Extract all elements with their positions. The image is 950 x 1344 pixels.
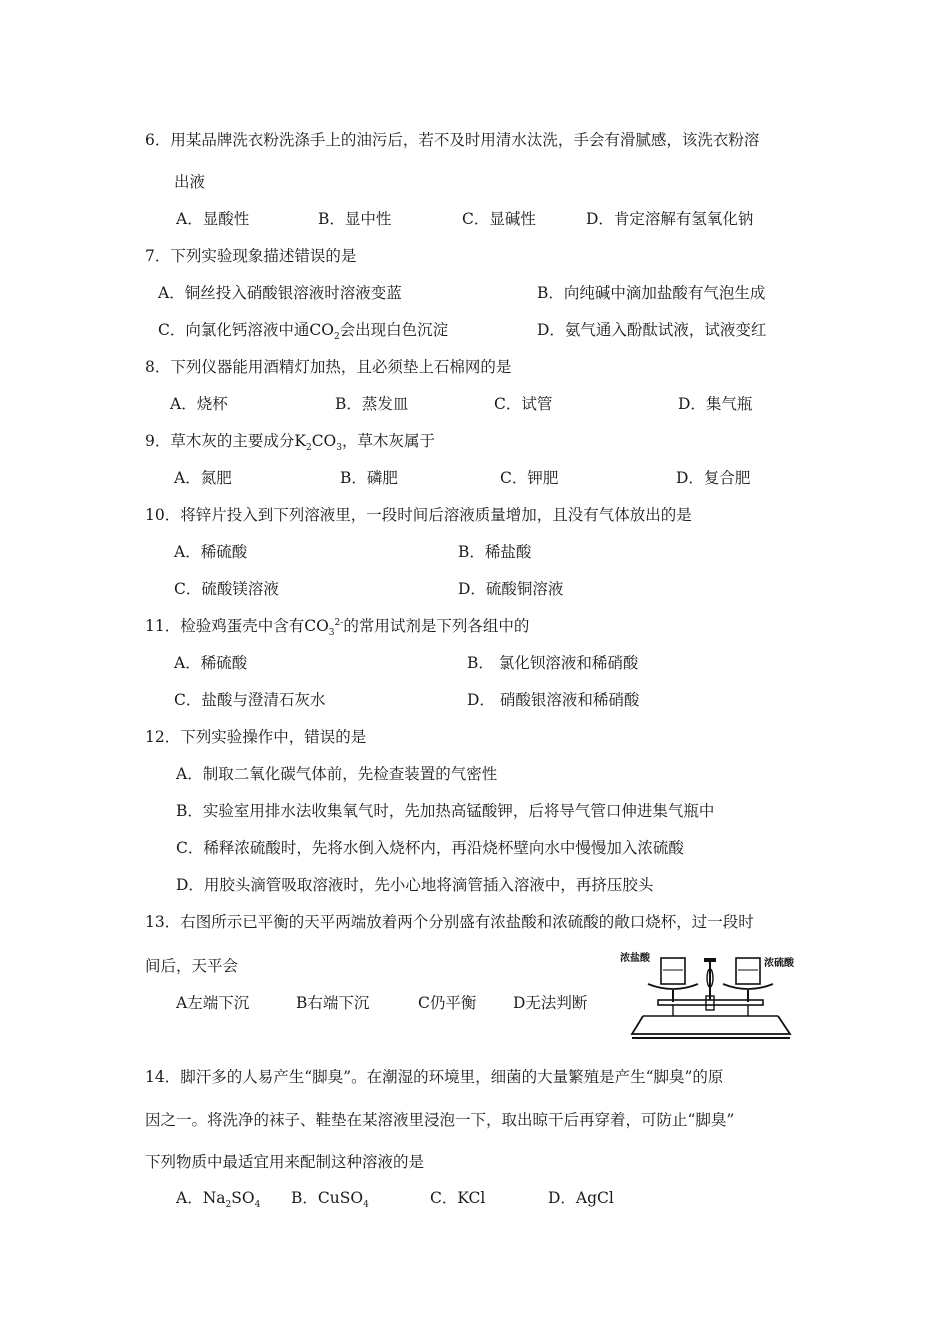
q7-option-a: A．铜丝投入硝酸银溶液时溶液变蓝 (158, 284, 402, 302)
q13-option-a: A左端下沉 (176, 994, 250, 1012)
q10-stem: 10．将锌片投入到下列溶液里，一段时间后溶液质量增加，且没有气体放出的是 (145, 506, 692, 524)
q14-option-c: C．KCl (430, 1189, 486, 1207)
q8-option-b: B．蒸发皿 (335, 395, 409, 413)
q11-option-a: A．稀硫酸 (174, 654, 248, 672)
q12-option-a: A．制取二氧化碳气体前，先检查装置的气密性 (176, 765, 498, 783)
q6-stem-line1: 6．用某品牌洗衣粉洗涤手上的油污后，若不及时用清水汰洗，手会有滑腻感，该洗衣粉溶 (145, 131, 760, 149)
q13-option-d: D无法判断 (513, 994, 588, 1012)
q9-option-d: D．复合肥 (676, 469, 751, 487)
q14-stem-line2: 因之一。将洗净的袜子、鞋垫在某溶液里浸泡一下，取出晾干后再穿着，可防止“脚臭” (145, 1111, 735, 1129)
q6-option-b: B．显中性 (318, 210, 392, 228)
q9-stem: 9．草木灰的主要成分$K_2CO_3$，草木灰属于 (145, 432, 436, 454)
q12-option-c: C．稀释浓硫酸时，先将水倒入烧杯内，再沿烧杯壁向水中慢慢加入浓硫酸 (176, 839, 684, 857)
q9-option-a: A．氮肥 (174, 469, 232, 487)
q10-option-a: A．稀硫酸 (174, 543, 248, 561)
q11-stem: 11．检验鸡蛋壳中含有$CO_3^{2-}$的常用试剂是下列各组中的 (145, 617, 530, 639)
q14-stem-line1: 14．脚汗多的人易产生“脚臭”。在潮湿的环境里，细菌的大量繁殖是产生“脚臭”的原 (145, 1068, 724, 1086)
q14-stem-line3: 下列物质中最适宜用来配制这种溶液的是 (145, 1153, 425, 1171)
q7-option-c: C．向氯化钙溶液中通$CO_2$会出现白色沉淀 (158, 321, 449, 343)
q6-option-a: A．显酸性 (176, 210, 250, 228)
q7-option-d: D．氨气通入酚酞试液，试液变红 (537, 321, 767, 339)
q12-option-b: B．实验室用排水法收集氧气时，先加热高锰酸钾，后将导气管口伸进集气瓶中 (176, 802, 715, 820)
q6-stem-line2: 出液 (174, 173, 206, 191)
left-beaker (661, 958, 685, 984)
q13-stem-line1: 13．右图所示已平衡的天平两端放着两个分别盛有浓盐酸和浓硫酸的敞口烧杯，过一段时 (145, 913, 754, 931)
q6-option-c: C．显碱性 (462, 210, 536, 228)
q10-option-b: B．稀盐酸 (458, 543, 532, 561)
q9-option-b: B．磷肥 (340, 469, 398, 487)
balance-beam (658, 1000, 763, 1005)
q8-option-c: C．试管 (494, 395, 553, 413)
right-beaker (736, 958, 760, 984)
q11-option-d: D． 硝酸银溶液和稀硝酸 (467, 691, 640, 709)
q14-option-d: D．AgCl (548, 1189, 614, 1207)
q14-option-a: A．$Na_2SO_4$ (176, 1189, 261, 1211)
q8-stem: 8．下列仪器能用酒精灯加热，且必须垫上石棉网的是 (145, 358, 512, 376)
q7-stem: 7．下列实验现象描述错误的是 (145, 247, 357, 265)
q7-option-b: B．向纯碱中滴加盐酸有气泡生成 (537, 284, 766, 302)
left-beaker-label: 浓盐酸 (620, 953, 650, 964)
q14-option-b: B．CuSO$_4$ (291, 1189, 369, 1211)
balance-scale-figure (618, 950, 804, 1042)
q11-option-c: C．盐酸与澄清石灰水 (174, 691, 326, 709)
q12-option-d: D．用胶头滴管吸取溶液时，先小心地将滴管插入溶液中，再挤压胶头 (176, 876, 654, 894)
q12-stem: 12．下列实验操作中，错误的是 (145, 728, 367, 746)
q13-stem-line2: 间后，天平会 (145, 957, 239, 975)
balance-scale-drawing (618, 950, 804, 1042)
q9-option-c: C．钾肥 (500, 469, 559, 487)
right-beaker-label: 浓硫酸 (764, 958, 794, 969)
q6-option-d: D．肯定溶解有氢氧化钠 (586, 210, 754, 228)
q13-option-b: B右端下沉 (296, 994, 370, 1012)
q10-option-c: C．硫酸镁溶液 (174, 580, 279, 598)
q13-option-c: C仍平衡 (418, 994, 477, 1012)
q11-option-b: B． 氯化钡溶液和稀硝酸 (467, 654, 639, 672)
q8-option-a: A．烧杯 (170, 395, 228, 413)
balance-base (632, 1016, 790, 1034)
q10-option-d: D．硫酸铜溶液 (458, 580, 564, 598)
q8-option-d: D．集气瓶 (678, 395, 753, 413)
